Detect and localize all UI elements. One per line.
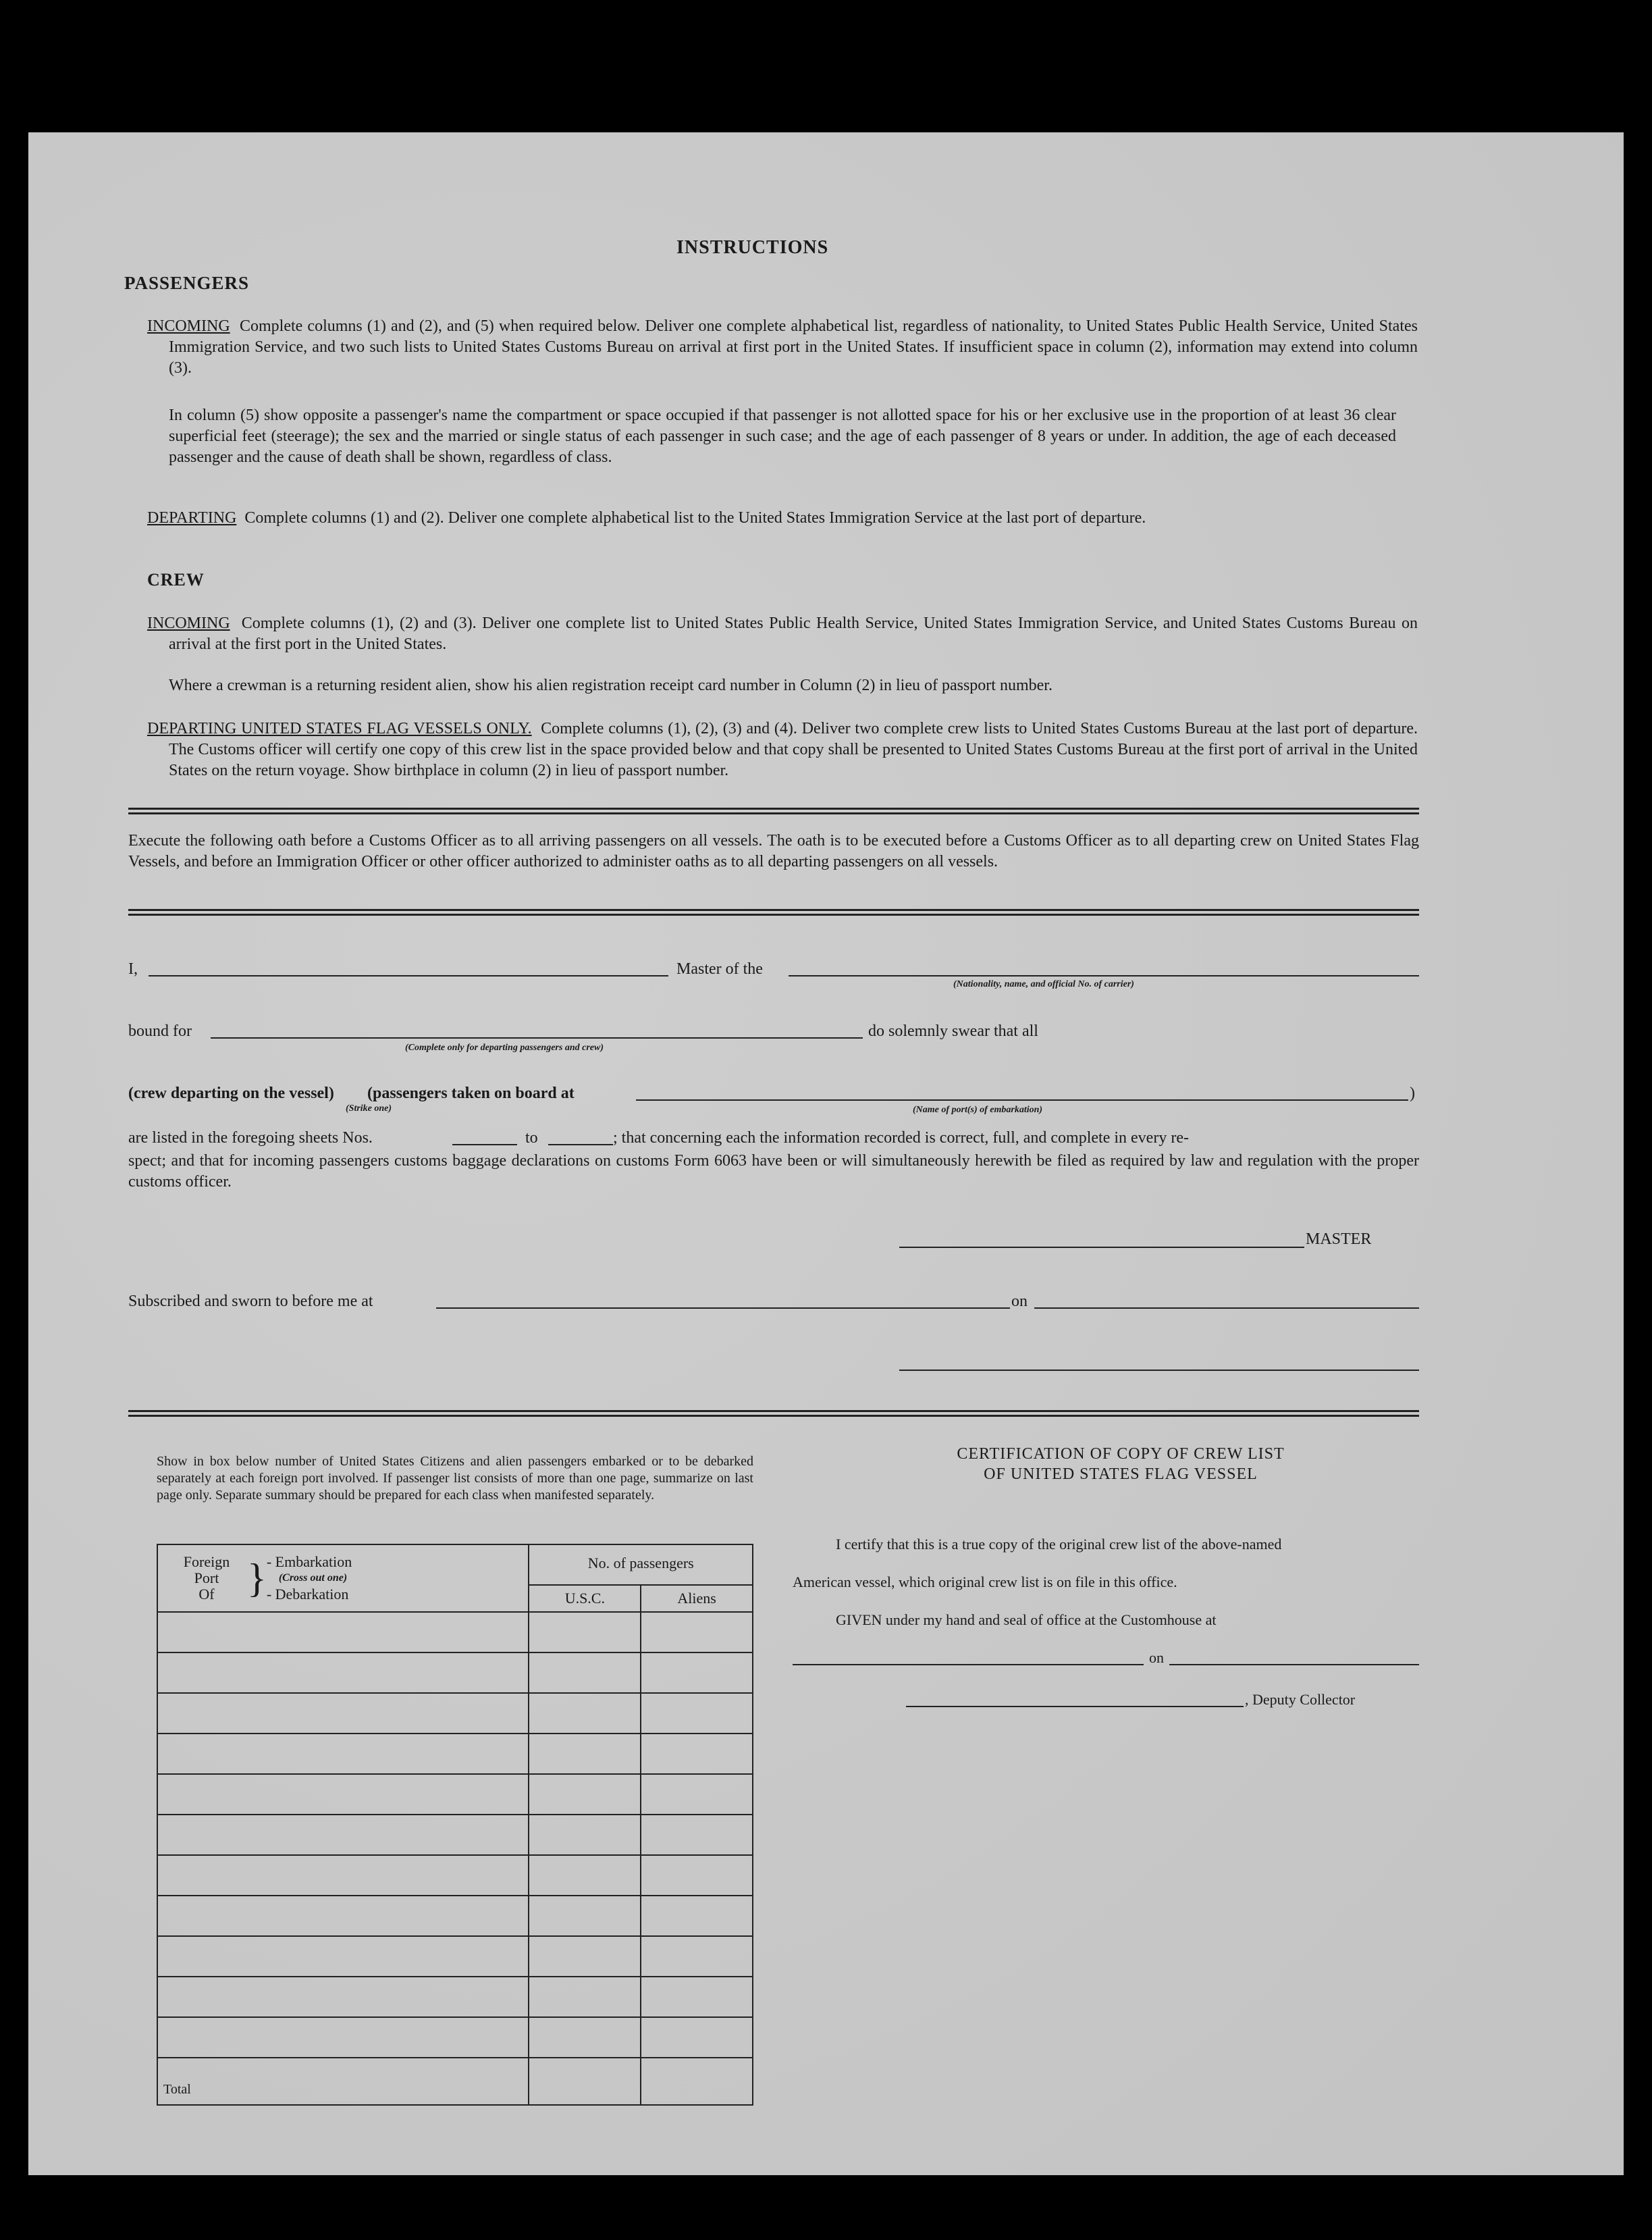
table-row[interactable] — [157, 2017, 753, 2058]
certification-date-field[interactable] — [1169, 1664, 1419, 1665]
subscribed-place-field[interactable] — [436, 1307, 1010, 1309]
swear-text: do solemnly swear that all — [868, 1022, 1038, 1040]
bound-for-note: (Complete only for departing passengers and crew) — [405, 1043, 604, 1053]
crew-incoming-label: INCOMING — [147, 615, 230, 632]
table-row[interactable] — [157, 1652, 753, 1693]
divider — [128, 808, 1419, 814]
table-row[interactable] — [157, 1774, 753, 1815]
certify-text-b: American vessel, which original crew list is on file in this office. — [793, 1573, 1177, 1590]
certify-text-a: I certify that this is a true copy of the original crew list of the above-named — [836, 1536, 1282, 1553]
port-label: Port — [194, 1569, 219, 1586]
listed-text-a: are listed in the foregoing sheets Nos. — [128, 1129, 373, 1147]
debarkation-label[interactable]: - Debarkation — [266, 1586, 349, 1603]
master-of-label: Master of the — [676, 960, 763, 978]
crew-resident-paragraph: Where a crewman is a returning resident alien, show his alien registration receipt card number in Column (2) in lieu of passport number. — [169, 677, 1053, 694]
deputy-signature-field[interactable] — [906, 1706, 1244, 1707]
ports-note: (Name of port(s) of embarkation) — [913, 1105, 1043, 1115]
embarkation-ports-field[interactable] — [636, 1099, 1408, 1101]
table-row[interactable] — [157, 1977, 753, 2017]
crew-incoming-paragraph — [147, 613, 1418, 655]
table-row[interactable] — [157, 1734, 753, 1774]
cross-out-note: (Cross out one) — [278, 1572, 348, 1584]
passengers-taken-option[interactable]: (passengers taken on board at — [367, 1085, 575, 1102]
passengers-departing-label: DEPARTING — [147, 509, 237, 527]
officer-signature-field[interactable] — [899, 1370, 1419, 1371]
strike-one-note: (Strike one) — [346, 1103, 392, 1114]
brace-icon: } — [247, 1556, 267, 1600]
sheet-to-field[interactable] — [548, 1144, 613, 1145]
table-row[interactable] — [157, 1693, 753, 1734]
master-label: MASTER — [1306, 1230, 1372, 1248]
passengers-incoming-text: Complete columns (1) and (2), and (5) when required below. Deliver one complete alphabetical list, regardless of nationality, to United States Public Health Service, United States Immigration Service, and two such lists to United States Customs Bureau on arrival at first port in the United States. If insufficient space in column (2), information may extend into column (3). — [169, 317, 1418, 377]
subscribed-label: Subscribed and sworn to before me at — [128, 1293, 373, 1310]
crew-departing-label: DEPARTING UNITED STATES FLAG VESSELS ONLY. — [147, 720, 532, 737]
passengers-departing-paragraph — [147, 508, 1418, 529]
passengers-departing-text: Complete columns (1) and (2). Deliver one complete alphabetical list to the United States Immigration Service at the last port of departure. — [244, 509, 1146, 527]
foreign-label: Foreign — [183, 1553, 230, 1570]
document-page — [28, 132, 1624, 2175]
crew-incoming-text: Complete columns (1), (2) and (3). Deliver one complete list to United States Public Health Service, United States Immigration Service, and United States Customs Bureau on arrival at the first port in the United States. — [169, 615, 1418, 653]
embarkation-label[interactable]: - Embarkation — [266, 1553, 352, 1570]
table-row[interactable] — [157, 1815, 753, 1855]
certification-on-label: on — [1149, 1649, 1164, 1666]
oath-intro: Execute the following oath before a Customs Officer as to all arriving passengers on all vessels. The oath is to be executed before a Customs Officer as to all departing crew on United States Flag Vessels, and before an Immigration Officer or other officer authorized to administer oaths as to all departing passengers on all vessels. — [128, 832, 1419, 870]
oath-i-label: I, — [128, 960, 138, 978]
crew-heading: CREW — [147, 570, 205, 590]
total-row[interactable] — [157, 2058, 753, 2105]
listed-text-b: ; that concerning each the information recorded is correct, full, and complete in every re- — [613, 1129, 1189, 1147]
subscribed-on-label: on — [1011, 1293, 1028, 1310]
summary-instructions: Show in box below number of United States Citizens and alien passengers embarked or to be debarked separately at each foreign port involved. If passenger list consists of more than one page, summarize on last page only. Separate summary should be prepared for each class when manifested separately. — [157, 1454, 753, 1503]
customhouse-field[interactable] — [793, 1664, 1144, 1665]
subscribed-date-field[interactable] — [1034, 1307, 1419, 1309]
sheet-from-field[interactable] — [452, 1144, 517, 1145]
deputy-collector-label: , Deputy Collector — [1245, 1691, 1356, 1708]
column5-paragraph: In column (5) show opposite a passenger's name the compartment or space occupied if that passenger is not allotted space for his or her exclusive use in the proportion of at least 36 clear superficial feet (steerage); the sex and the married or single status of each passenger in such case; and the age of each passenger of 8 years or under. In addition, the age of each deceased passenger and the cause of death shall be shown, regardless of class. — [169, 407, 1396, 466]
crew-departing-text: Complete columns (1), (2), (3) and (4). Deliver two complete crew lists to United States Customs Bureau at the last port of departure. The Customs officer will certify one copy of this crew list in the space provided below and that copy shall be presented to United States Customs Bureau at the first port of arrival in the United States on the return voyage. Show birthplace in column (2) in lieu of passport number. — [169, 720, 1418, 779]
passengers-incoming-paragraph — [147, 316, 1418, 379]
master-name-field[interactable] — [149, 975, 668, 976]
certification-title-1: CERTIFICATION OF COPY OF CREW LIST — [957, 1445, 1285, 1463]
foreign-port-header — [157, 1544, 529, 1612]
usc-label: U.S.C. — [529, 1586, 641, 1611]
passenger-summary-table — [157, 1544, 753, 2106]
given-text: GIVEN under my hand and seal of office at the Customhouse at — [836, 1611, 1217, 1628]
divider — [128, 1410, 1419, 1417]
of-label: Of — [198, 1586, 215, 1603]
divider — [128, 909, 1419, 916]
table-row[interactable] — [157, 1855, 753, 1896]
bound-for-label: bound for — [128, 1022, 192, 1040]
certification-title-2: OF UNITED STATES FLAG VESSEL — [984, 1465, 1258, 1483]
table-row[interactable] — [157, 1936, 753, 1977]
carrier-note: (Nationality, name, and official No. of carrier) — [953, 979, 1134, 989]
no-of-passengers-header — [529, 1544, 753, 1612]
table-row[interactable] — [157, 1896, 753, 1936]
table-row[interactable] — [157, 1612, 753, 1652]
page-title: INSTRUCTIONS — [676, 237, 829, 258]
master-signature-field[interactable] — [899, 1247, 1304, 1248]
passengers-heading: PASSENGERS — [124, 273, 250, 293]
close-paren: ) — [1410, 1085, 1415, 1102]
crew-departing-paragraph — [147, 719, 1418, 781]
listed-text-c: spect; and that for incoming passengers customs baggage declarations on customs Form 6063 have been or will simultaneously herewith be filed as required by law and regulation with the proper customs officer. — [128, 1152, 1419, 1191]
listed-to-label: to — [525, 1129, 538, 1147]
crew-departing-option[interactable]: (crew departing on the vessel) — [128, 1085, 334, 1102]
passengers-incoming-label: INCOMING — [147, 317, 230, 335]
no-of-passengers-label: No. of passengers — [529, 1545, 752, 1586]
bound-for-field[interactable] — [211, 1037, 863, 1039]
total-label: Total — [157, 2058, 529, 2105]
carrier-field[interactable] — [789, 975, 1419, 976]
aliens-label: Aliens — [677, 1590, 716, 1607]
